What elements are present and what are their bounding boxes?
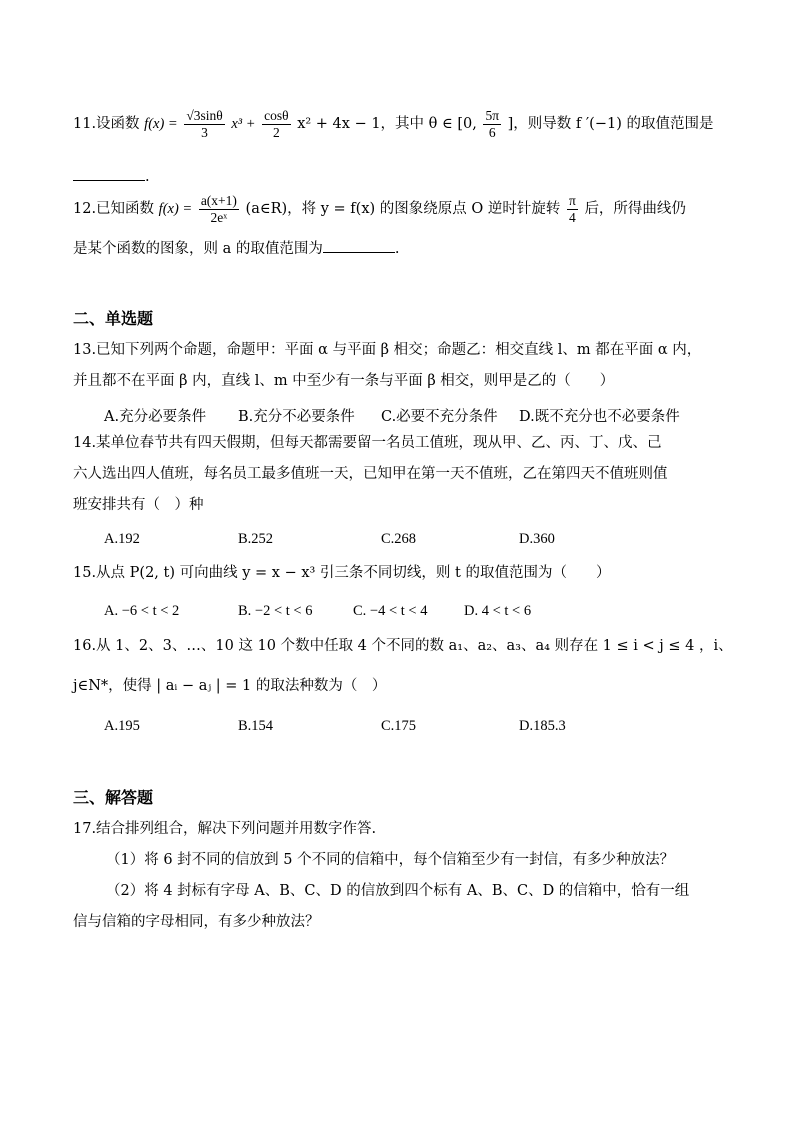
q16-option-d: D.185.3 [519, 718, 566, 734]
q16-option-c: C.175 [381, 718, 417, 734]
q11-func: f(x) = [144, 116, 178, 133]
q12-cond: (a∈R)，将 y = f(x) 的图象绕原点 O 逆时针旋转 [245, 201, 561, 218]
q12-frac [199, 193, 239, 225]
q13-option-a: A.充分必要条件 [104, 409, 207, 425]
q17-line3: （2）将 4 封标有字母 A、B、C、D 的信放到四个标有 A、B、C、D 的信箱中，恰有一组 [106, 883, 690, 899]
q11-line1 [73, 108, 713, 140]
q12-rot-num: π [569, 193, 576, 208]
q14-option-c: C.268 [381, 531, 417, 547]
q12-func: f(x) = [158, 201, 193, 218]
q13-option-d: D.既不充分也不必要条件 [519, 409, 680, 425]
q11-answer-blank [73, 168, 145, 181]
q16-line1: 16.从 1、2、3、…、10 这 10 个数中任取 4 个不同的数 a₁、a₂、a₃、a₄ 则存在 1 ≤ i < j ≤ 4 ，i、 [73, 638, 733, 654]
q13-option-c: C.必要不充分条件 [381, 409, 498, 425]
q11-line2 [73, 168, 150, 186]
q11-frac2-den: 2 [272, 124, 280, 140]
q11-frac3-den: 6 [488, 124, 496, 140]
q14-line2: 六人选出四人值班，每名员工最多值班一天，已知甲在第一天不值班，乙在第四天不值班则值 [73, 466, 668, 482]
q11-frac2 [262, 108, 290, 140]
q11-mid: x³ + [231, 116, 256, 133]
q16-option-a: A.195 [104, 718, 140, 734]
q17-line2: （1）将 6 封不同的信放到 5 个不同的信箱中，每个信箱至少有一封信，有多少种放法？ [106, 852, 675, 868]
q12-prefix: 12.已知函数 [73, 201, 155, 218]
q16-option-b: B.154 [238, 718, 274, 734]
q12-frac-den: 2eˣ [210, 209, 228, 225]
q12-answer-blank [323, 240, 395, 253]
q11-tail: x² + 4x − 1，其中 θ ∈ [0, [297, 116, 477, 133]
q11-end: ]，则导数 f ′(−1) 的取值范围是 [507, 116, 714, 133]
q15-option-b: B. −2 < t < 6 [238, 603, 313, 619]
q11-prefix: 11.设函数 [73, 116, 140, 133]
q14-option-b: B.252 [238, 531, 274, 547]
q12-line2-text: 是某个函数的图象，则 a 的取值范围为 [73, 241, 323, 257]
q11-frac1 [184, 108, 224, 140]
q11-frac2-num: cosθ [264, 108, 289, 123]
section-title-answer: 三、解答题 [73, 788, 154, 807]
q17-line1: 17.结合排列组合，解决下列问题并用数字作答. [73, 821, 377, 837]
q11-frac3 [483, 108, 501, 140]
q11-frac3-num: 5π [485, 108, 500, 123]
q15-option-c: C. −4 < t < 4 [353, 603, 428, 619]
q12-rot-den: 4 [569, 209, 576, 225]
q13-line2: 并且都不在平面 β 内，直线 l、m 中至少有一条与平面 β 相交，则甲是乙的（ ） [73, 373, 615, 389]
q17-line4: 信与信箱的字母相同，有多少种放法？ [73, 914, 320, 930]
q12-line1 [73, 193, 686, 225]
q12-line2 [73, 240, 399, 258]
q13-line1: 13.已知下列两个命题，命题甲：平面 α 与平面 β 相交；命题乙：相交直线 l、m 都在平面 α 内， [73, 342, 702, 358]
q15-option-a: A. −6 < t < 2 [104, 603, 180, 619]
q14-option-a: A.192 [104, 531, 140, 547]
q13-option-b: B.充分不必要条件 [238, 409, 355, 425]
q12-rot-end: 后，所得曲线仍 [584, 201, 686, 218]
q11-frac1-num: √3sinθ [186, 108, 223, 123]
q15-line1: 15.从点 P(2, t) 可向曲线 y = x − x³ 引三条不同切线，则 t 的取值范围为（ ） [73, 565, 611, 581]
q12-frac-num: a(x+1) [200, 193, 237, 208]
q12-line2-end: . [394, 241, 400, 257]
q14-line3: 班安排共有（ ）种 [73, 497, 204, 513]
q11-frac1-den: 3 [201, 124, 208, 140]
q14-option-d: D.360 [519, 531, 555, 547]
section-title-single-choice: 二、单选题 [73, 309, 154, 328]
q16-line2: j∈N*，使得 | aᵢ − aⱼ | = 1 的取法种数为（ ） [73, 678, 387, 694]
q12-rot-frac [567, 193, 578, 225]
q14-line1: 14.某单位春节共有四天假期，但每天都需要留一名员工值班，现从甲、乙、丙、丁、戊、己 [73, 435, 662, 451]
q11-line2-end: . [145, 169, 150, 185]
q15-option-d: D. 4 < t < 6 [464, 603, 532, 619]
